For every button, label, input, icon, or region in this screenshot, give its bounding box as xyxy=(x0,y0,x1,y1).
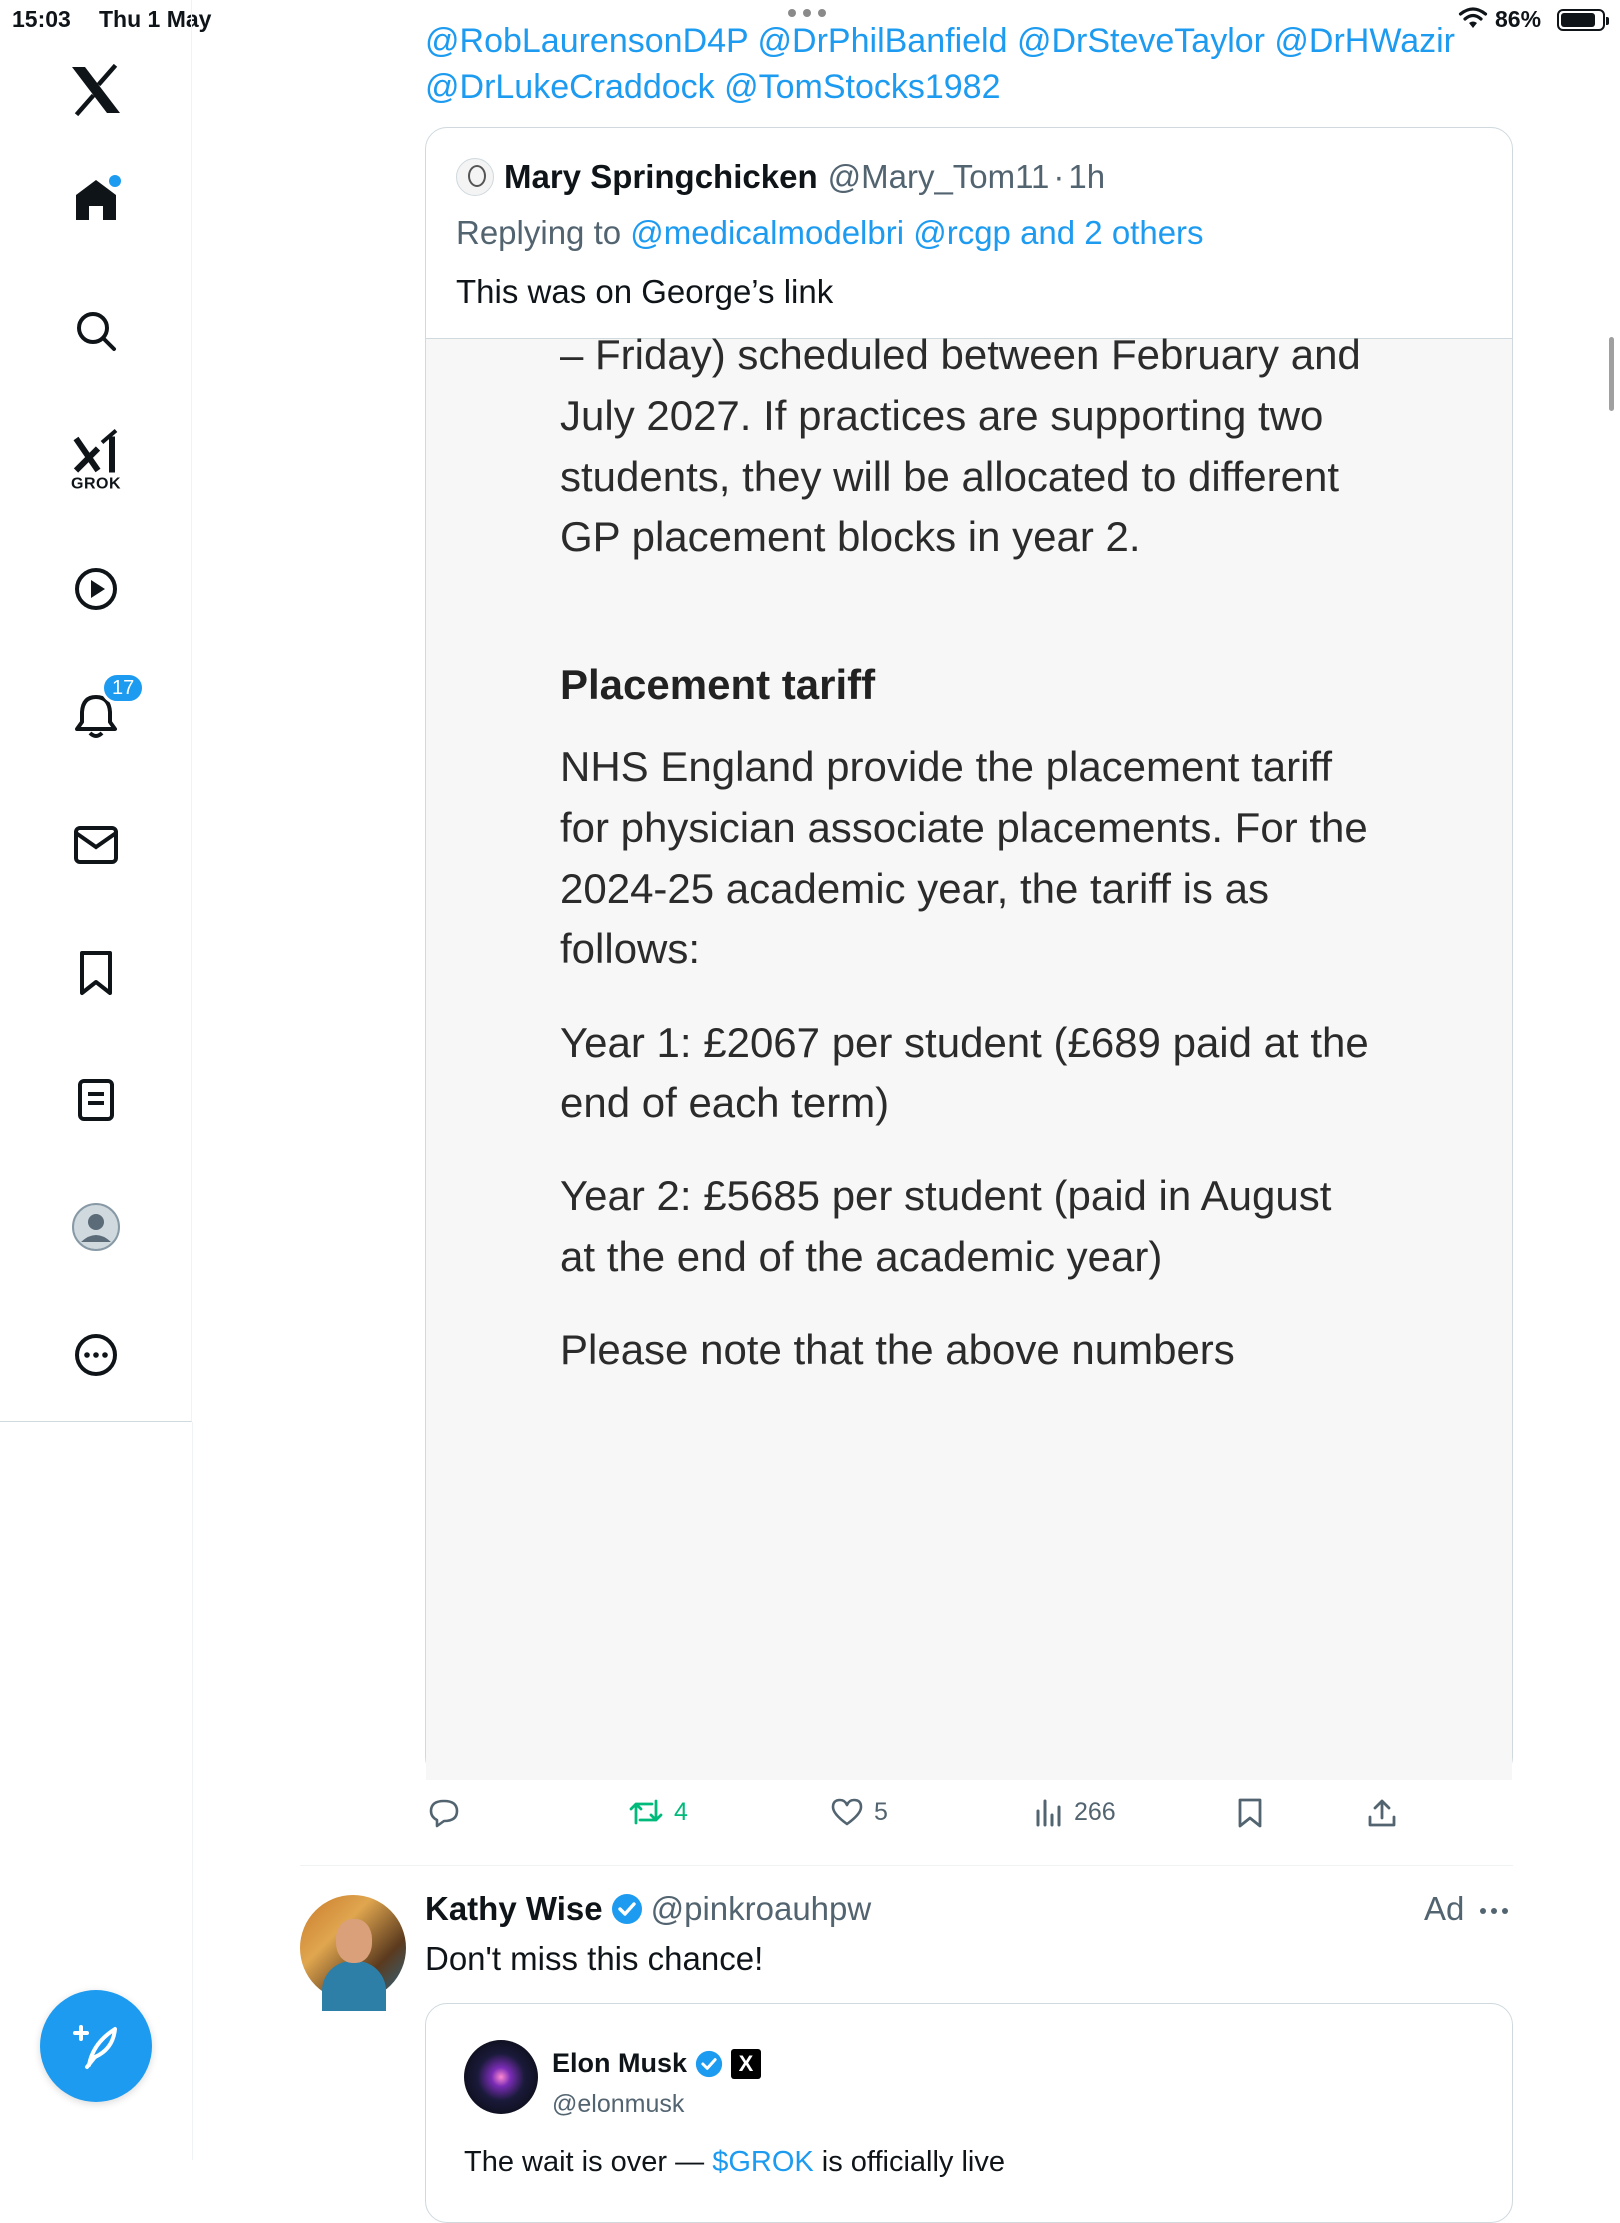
sidebar-divider xyxy=(192,1422,193,2160)
nav-video[interactable] xyxy=(73,566,119,612)
scrollbar[interactable] xyxy=(1609,337,1614,411)
doc-line: at the end of the academic year) xyxy=(560,1233,1163,1280)
doc-line: follows: xyxy=(560,925,701,972)
grok-icon xyxy=(72,429,120,475)
replying-to-users[interactable]: @medicalmodelbri @rcgp and 2 others xyxy=(630,214,1204,251)
views-button[interactable] xyxy=(1034,1797,1116,1827)
doc-line: July 2027. If practices are supporting two xyxy=(560,392,1324,439)
nav-messages[interactable] xyxy=(73,825,119,865)
doc-line: for physician associate placements. For the xyxy=(560,804,1368,851)
nav-more[interactable] xyxy=(73,1332,119,1378)
mentions-line-1[interactable]: @RobLaurensonD4P @DrPhilBanfield @DrSteveTaylor @DrHWazir xyxy=(425,22,1455,60)
notifications-badge: 17 xyxy=(101,672,145,704)
nav-notifications[interactable] xyxy=(73,676,135,740)
views-count: 266 xyxy=(1074,1797,1116,1826)
nav-home[interactable] xyxy=(73,177,119,223)
nav-bookmarks[interactable] xyxy=(78,950,114,996)
verified-icon xyxy=(695,2050,723,2078)
ad-author-handle[interactable]: @pinkroauhpw xyxy=(650,1890,872,1927)
quoted-time: 1h xyxy=(1068,158,1106,195)
replying-prefix: Replying to xyxy=(456,214,622,251)
mail-icon xyxy=(73,825,119,865)
quoted-tweet-text: This was on George’s link xyxy=(456,273,834,310)
grok-label: GROK xyxy=(71,475,121,493)
more-options-icon[interactable] xyxy=(1480,1908,1508,1914)
quoted-separator: · xyxy=(1053,158,1065,195)
nav-profile[interactable] xyxy=(71,1202,121,1252)
compose-icon xyxy=(69,2019,123,2073)
ad-author-name[interactable]: Kathy Wise xyxy=(425,1890,603,1927)
repost-count: 4 xyxy=(674,1797,688,1826)
doc-line: NHS England provide the placement tariff xyxy=(560,743,1332,790)
doc-line: end of each term) xyxy=(560,1079,890,1126)
card-author-name[interactable]: Elon Musk xyxy=(552,2048,688,2078)
like-button[interactable] xyxy=(830,1797,888,1827)
doc-line: students, they will be allocated to different xyxy=(560,453,1340,500)
doc-line: – Friday) scheduled between February and xyxy=(560,331,1361,378)
status-time: 15:03 xyxy=(12,6,71,32)
card-text-suffix: is officially live xyxy=(821,2146,1005,2178)
video-icon xyxy=(73,566,119,612)
doc-line: Year 2: £5685 per student (paid in August xyxy=(560,1172,1332,1219)
repost-icon xyxy=(628,1797,664,1827)
quoted-tweet-header xyxy=(456,158,1105,196)
reply-icon xyxy=(428,1797,460,1829)
battery-percent: 86% xyxy=(1495,6,1542,32)
nav-explore[interactable] xyxy=(74,309,118,353)
profile-icon xyxy=(71,1202,121,1252)
ad-embedded-card[interactable] xyxy=(425,2003,1513,2223)
x-logo-icon[interactable] xyxy=(70,65,122,115)
repost-button[interactable] xyxy=(628,1797,688,1827)
doc-line: Year 1: £2067 per student (£689 paid at the xyxy=(560,1019,1369,1066)
bookmark-icon xyxy=(1236,1797,1264,1829)
avatar[interactable] xyxy=(456,158,494,196)
doc-line: Please note that the above numbers xyxy=(560,1326,1235,1373)
doc-line: 2024-25 academic year, the tariff is as xyxy=(560,865,1269,912)
sidebar xyxy=(0,0,192,1422)
tweet-actions xyxy=(0,1797,1620,1837)
ad-label: Ad xyxy=(1424,1890,1465,1927)
search-icon xyxy=(74,309,118,353)
card-author xyxy=(552,2048,761,2079)
ad-tweet-header xyxy=(425,1890,871,1928)
replying-to xyxy=(456,214,1204,252)
more-icon xyxy=(73,1332,119,1378)
card-author-handle[interactable]: @elonmusk xyxy=(552,2090,685,2118)
multitasking-dots-icon[interactable] xyxy=(788,9,826,17)
avatar[interactable] xyxy=(300,1895,406,2001)
battery-icon xyxy=(1557,9,1605,31)
quoted-author-name[interactable]: Mary Springchicken xyxy=(504,158,818,195)
tweet-divider xyxy=(300,1865,1513,1866)
lists-icon xyxy=(77,1078,115,1122)
compose-button[interactable] xyxy=(40,1990,152,2102)
home-unread-dot xyxy=(109,175,121,187)
share-icon xyxy=(1366,1797,1398,1829)
x-affiliate-badge-icon: X xyxy=(731,2049,761,2079)
reply-button[interactable] xyxy=(428,1797,460,1829)
views-icon xyxy=(1034,1797,1064,1827)
quoted-author-handle[interactable]: @Mary_Tom11 xyxy=(827,158,1050,195)
like-count: 5 xyxy=(874,1797,888,1826)
doc-line: GP placement blocks in year 2. xyxy=(560,513,1141,560)
card-text xyxy=(464,2146,1005,2179)
share-button[interactable] xyxy=(1366,1797,1398,1829)
verified-icon xyxy=(611,1893,643,1925)
bookmark-icon xyxy=(78,950,114,996)
card-text-prefix: The wait is over — xyxy=(464,2146,705,2178)
nav-grok[interactable] xyxy=(71,429,121,494)
status-date: Thu 1 May xyxy=(99,6,212,32)
like-icon xyxy=(830,1797,864,1827)
tweet-mentions xyxy=(425,18,1465,110)
avatar[interactable] xyxy=(464,2040,538,2114)
ad-tweet-text: Don't miss this chance! xyxy=(425,1940,764,1977)
quoted-tweet-image[interactable] xyxy=(426,331,1512,1780)
card-cashtag-link[interactable]: $GROK xyxy=(712,2146,814,2178)
mentions-line-2[interactable]: @DrLukeCraddock @TomStocks1982 xyxy=(425,68,1001,106)
bookmark-button[interactable] xyxy=(1236,1797,1264,1829)
nav-lists[interactable] xyxy=(77,1078,115,1122)
quoted-tweet[interactable] xyxy=(425,127,1513,1779)
doc-heading: Placement tariff xyxy=(560,661,876,708)
